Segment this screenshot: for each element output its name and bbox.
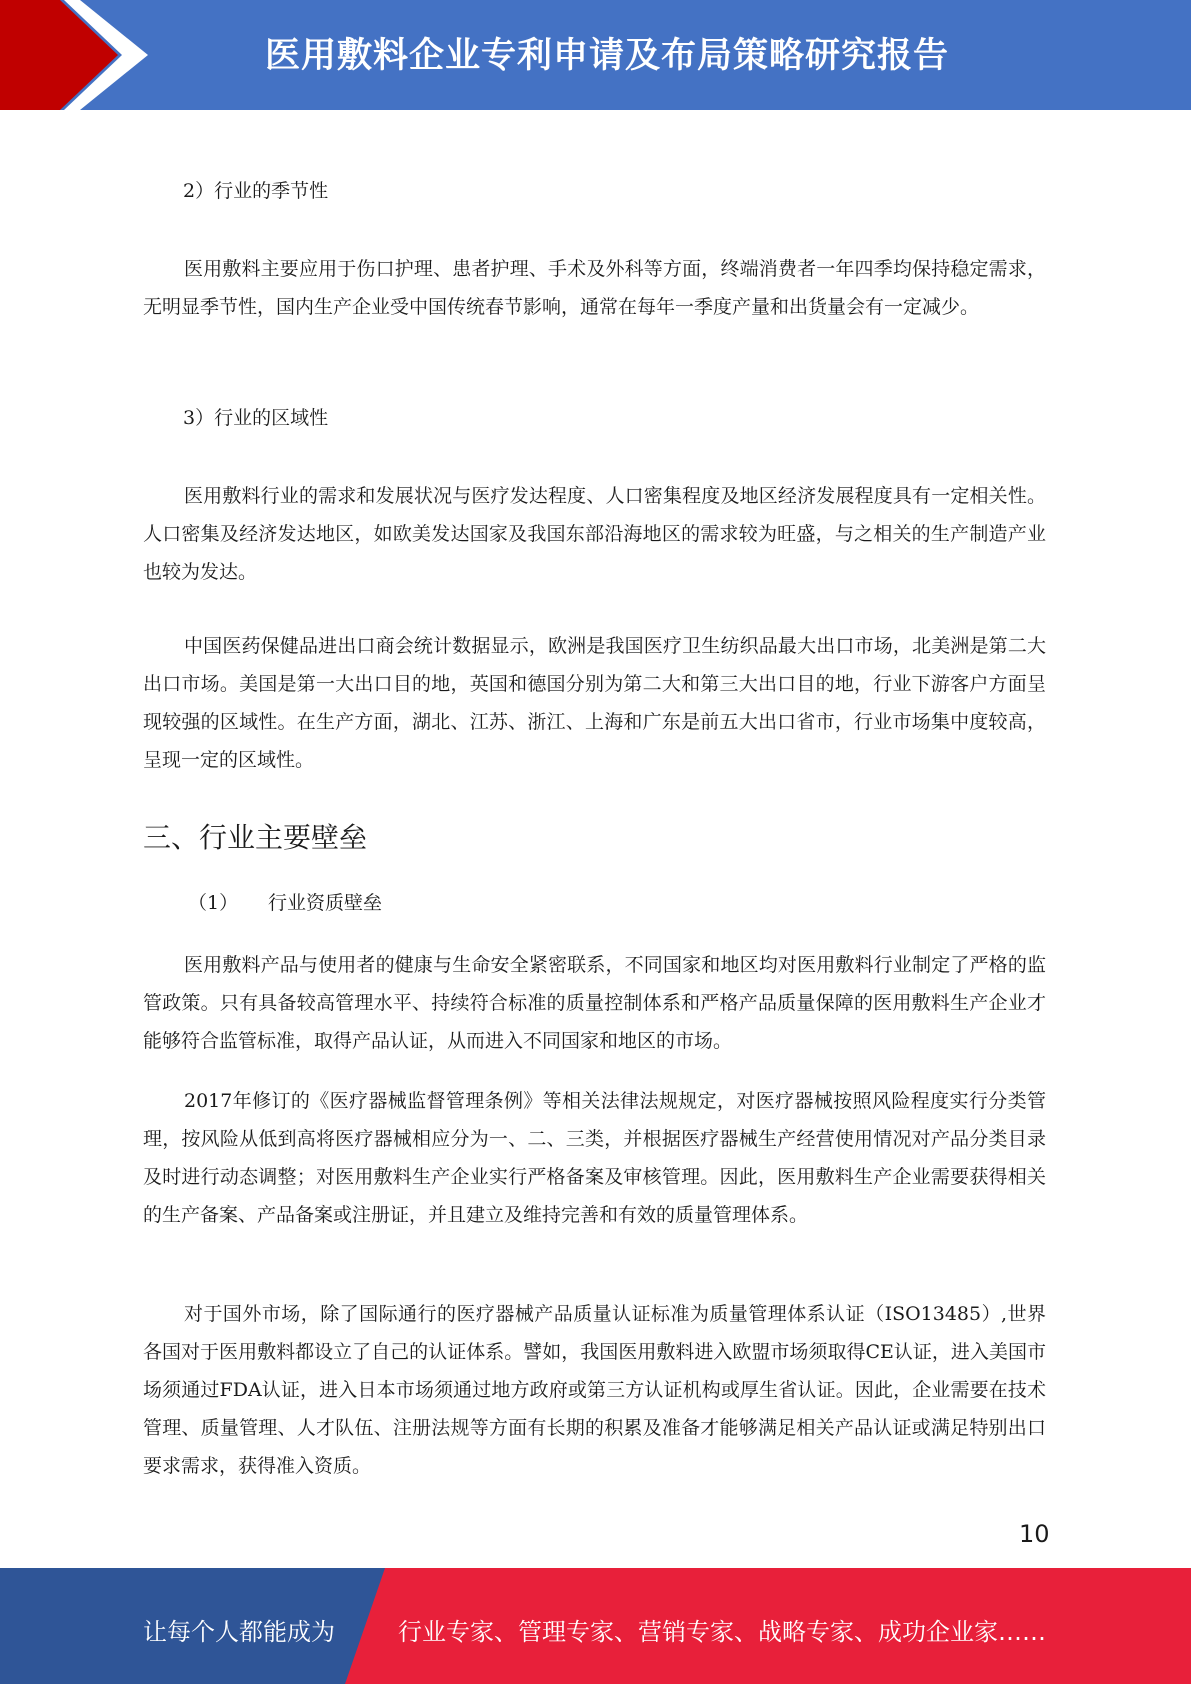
- qualification-paragraph-1: 医用敷料产品与使用者的健康与生命安全紧密联系，不同国家和地区均对医用敷料行业制定了严格的监管政策。只有具备较高管理水平、持续符合标准的质量控制体系和严格产品质量保障的医用敷料生产企业才能够符合监管标准，取得产品认证，从而进入不同国家和地区的市场。: [143, 954, 1046, 1052]
- qualification-heading: 行业资质壁垒: [268, 892, 383, 914]
- report-title: 医用敷料企业专利申请及布局策略研究报告: [265, 36, 950, 76]
- page-number: 10: [1019, 1520, 1050, 1548]
- regional-paragraph-1: 医用敷料行业的需求和发展状况与医疗发达程度、人口密集程度及地区经济发展程度具有一定相关性。人口密集及经济发达地区，如欧美发达国家及我国东部沿海地区的需求较为旺盛，与之相关的生产制造产业也较为发达。: [143, 485, 1046, 583]
- seasonality-heading: 2）行业的季节性: [183, 180, 329, 202]
- seasonality-paragraph: 医用敷料主要应用于伤口护理、患者护理、手术及外科等方面，终端消费者一年四季均保持稳定需求，无明显季节性，国内生产企业受中国传统春节影响，通常在每年一季度产量和出货量会有一定减少。: [143, 258, 1046, 318]
- footer-slogan-right: 行业专家、管理专家、营销专家、战略专家、成功企业家……: [398, 1618, 1046, 1646]
- page-footer: [0, 1568, 1191, 1684]
- regional-paragraph-2: 中国医药保健品进出口商会统计数据显示，欧洲是我国医疗卫生纺织品最大出口市场，北美洲是第二大出口市场。美国是第一大出口目的地，英国和德国分别为第二大和第三大出口目的地，行业下游客户方面呈现较强的区域性。在生产方面，湖北、江苏、浙江、上海和广东是前五大出口省市，行业市场集中度较高，呈现一定的区域性。: [143, 635, 1046, 771]
- qualification-paragraph-2: 2017年修订的《医疗器械监督管理条例》等相关法律法规规定，对医疗器械按照风险程度实行分类管理，按风险从低到高将医疗器械相应分为一、二、三类，并根据医疗器械生产经营使用情况对产品分类目录及时进行动态调整；对医用敷料生产企业实行严格备案及审核管理。因此，医用敷料生产企业需要获得相关的生产备案、产品备案或注册证，并且建立及维持完善和有效的质量管理体系。: [143, 1090, 1046, 1226]
- header-chevron-decoration: [0, 0, 160, 110]
- regional-heading: 3）行业的区域性: [183, 407, 329, 429]
- footer-slogan-left: 让每个人都能成为: [143, 1618, 335, 1646]
- qualification-number: （1）: [188, 892, 239, 914]
- page-header: [0, 0, 1191, 110]
- qualification-paragraph-3: 对于国外市场，除了国际通行的医疗器械产品质量认证标准为质量管理体系认证（ISO13485）,世界各国对于医用敷料都设立了自己的认证体系。譬如，我国医用敷料进入欧盟市场须取得CE认证，进入美国市场须通过FDA认证，进入日本市场须通过地方政府或第三方认证机构或厚生省认证。因此，企业需要在技术管理、质量管理、人才队伍、注册法规等方面有长期的积累及准备才能够满足相关产品认证或满足特别出口要求需求，获得准入资质。: [143, 1303, 1046, 1477]
- section-heading-barriers: 三、行业主要壁垒: [143, 821, 368, 854]
